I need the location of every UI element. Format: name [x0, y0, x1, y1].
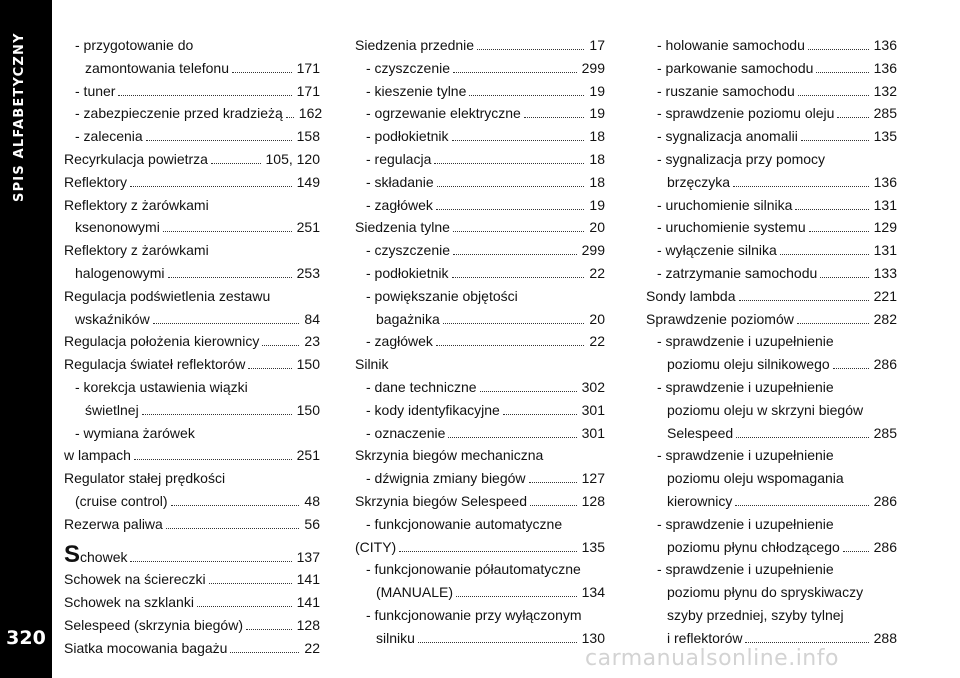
dot-leader [453, 254, 577, 255]
dot-leader [453, 72, 577, 73]
page-ref: 136 [873, 173, 897, 190]
entry-text: Siedzenia tylne [355, 219, 450, 236]
entry-text: Reflektory [64, 173, 128, 190]
dot-leader [437, 186, 585, 187]
entry-text: w lampach [64, 447, 131, 464]
page-ref: 286 [873, 492, 897, 509]
page-ref: 135 [873, 128, 897, 145]
index-entry [646, 34, 897, 57]
page-ref: 253 [296, 264, 320, 281]
page-ref: 84 [304, 310, 320, 327]
entry-text: - wymiana żarówek [75, 424, 195, 441]
page-ref: 22 [589, 264, 605, 281]
page-ref: 135 [581, 538, 605, 555]
dot-leader [503, 414, 577, 415]
entry-text: - uruchomienie silnika [657, 196, 793, 213]
page-ref: 150 [296, 356, 320, 373]
dot-leader [418, 642, 577, 643]
index-entry [64, 353, 320, 376]
entry-text: Siatka mocowania bagażu [64, 639, 228, 656]
index-entry [355, 194, 605, 217]
entry-text: poziomu oleju silnikowego [667, 356, 830, 373]
page-ref: 129 [873, 219, 897, 236]
index-entry [355, 216, 605, 239]
entry-text: - ogrzewanie elektryczne [366, 105, 521, 122]
page-ref: 150 [296, 401, 320, 418]
dot-leader [171, 505, 300, 506]
index-entry [355, 604, 605, 650]
dot-leader [795, 209, 868, 210]
page-ref: 158 [296, 128, 320, 145]
dot-leader [469, 95, 584, 96]
page-number: 320 [6, 627, 46, 649]
entry-text: Sondy lambda [646, 287, 736, 304]
index-entry [355, 57, 605, 80]
entry-text: (cruise control) [75, 492, 168, 509]
index-entry [646, 125, 897, 148]
dot-leader [163, 231, 292, 232]
index-entry [64, 102, 323, 125]
entry-text: - funkcjonowanie przy wyłączonym [366, 606, 582, 623]
section-letter: S [64, 540, 81, 568]
page-ref: 105, 120 [265, 150, 320, 167]
page-ref: 149 [296, 173, 320, 190]
entry-text: - ruszanie samochodu [657, 82, 795, 99]
entry-text: - holowanie samochodu [657, 37, 805, 53]
index-entry [64, 194, 320, 240]
page-ref: 285 [873, 424, 897, 441]
page-ref: 162 [298, 105, 323, 122]
dot-leader [833, 368, 869, 369]
entry-text: - korekcja ustawienia wiązki [75, 378, 248, 395]
dot-leader [262, 345, 299, 346]
index-entry [64, 513, 320, 536]
index-entry [64, 591, 320, 614]
index-entry [64, 125, 320, 148]
dot-leader [146, 140, 292, 141]
entry-text: Skrzynia biegów Selespeed [355, 492, 527, 509]
dot-leader [820, 277, 868, 278]
entry-text: - tuner [75, 82, 116, 99]
page-ref: 134 [581, 584, 605, 601]
index-entry [64, 376, 320, 422]
dot-leader [399, 551, 576, 552]
entry-text: - dane techniczne [366, 378, 477, 395]
index-entry [64, 80, 320, 103]
index-entry [64, 171, 320, 194]
index-entry [355, 376, 605, 399]
index-column-1 [64, 34, 323, 660]
index-entry [355, 444, 605, 467]
index-entry [646, 194, 897, 217]
index-entry [355, 399, 605, 422]
index-entry [646, 80, 897, 103]
page-ref: 20 [589, 310, 605, 327]
index-entry [355, 467, 605, 490]
index-entry [355, 102, 605, 125]
entry-text: Schowek na szklanki [64, 594, 194, 611]
index-entry [355, 148, 605, 171]
page-ref: 131 [873, 196, 897, 213]
dot-leader [797, 323, 869, 324]
index-entry [355, 285, 605, 331]
entry-text: - podłokietnik [366, 264, 449, 281]
page-ref: 17 [589, 37, 605, 53]
dot-leader [780, 254, 869, 255]
index-entry [64, 148, 320, 171]
dot-leader [130, 186, 292, 187]
index-entry [64, 239, 320, 285]
page-ref: 282 [873, 310, 897, 327]
entry-text: (CITY) [355, 538, 397, 555]
page-ref: 18 [589, 173, 605, 190]
index-entry [355, 262, 605, 285]
entry-text: - składanie [366, 173, 434, 190]
dot-leader [745, 642, 868, 643]
entry-text: Reflektory z żarówkami [64, 196, 209, 213]
dot-leader [837, 117, 868, 118]
dot-leader [808, 49, 869, 50]
page-ref: 286 [873, 356, 897, 373]
page-ref: 56 [304, 515, 320, 532]
page-ref: 19 [589, 82, 605, 99]
page-ref: 23 [304, 333, 320, 350]
index-entry [646, 148, 897, 194]
index-entry [64, 614, 320, 637]
dot-leader [452, 277, 585, 278]
page-ref: 299 [581, 59, 605, 76]
dot-leader [843, 551, 869, 552]
entry-text: poziomu oleju w skrzyni biegów [667, 401, 864, 418]
page-ref: 137 [296, 548, 320, 565]
entry-text: halogenowymi [75, 264, 165, 281]
entry-text: Regulator stałej prędkości [64, 470, 226, 487]
entry-text: zamontowania telefonu [85, 59, 229, 76]
page-ref: 22 [589, 333, 605, 350]
dot-leader [452, 140, 585, 141]
dot-leader [529, 482, 577, 483]
entry-text: Schowek na ściereczki [64, 571, 206, 588]
entry-text: bagażnika [376, 310, 440, 327]
index-entry [646, 308, 897, 331]
entry-text: - zalecenia [75, 128, 143, 145]
page-ref: 136 [873, 37, 897, 53]
dot-leader [246, 629, 292, 630]
page-ref: 19 [589, 196, 605, 213]
entry-text: - sprawdzenie poziomu oleju [657, 105, 835, 122]
index-entry [355, 422, 605, 445]
entry-text: Silnik [355, 356, 389, 373]
dot-leader [142, 414, 292, 415]
page-ref: 48 [304, 492, 320, 509]
index-entry [355, 513, 605, 559]
dot-leader [248, 368, 291, 369]
page-ref: 251 [296, 447, 320, 464]
dot-leader [118, 95, 291, 96]
entry-text: - uruchomienie systemu [657, 219, 806, 236]
dot-leader [736, 437, 868, 438]
page-ref: 141 [296, 571, 320, 588]
index-entry [355, 80, 605, 103]
index-entry [646, 444, 897, 512]
page-ref: 128 [296, 616, 320, 633]
dot-leader [477, 49, 584, 50]
page-ref: 171 [296, 59, 320, 76]
page-ref: 251 [296, 219, 320, 236]
dot-leader [735, 505, 868, 506]
index-entry [355, 125, 605, 148]
page-ref: 22 [304, 639, 320, 656]
entry-text: - czyszczenie [366, 59, 451, 76]
page-ref: 301 [581, 424, 605, 441]
index-entry [646, 57, 897, 80]
index-entry [64, 540, 320, 569]
page-ref: 132 [873, 82, 897, 99]
index-column-3 [646, 34, 897, 650]
index-entry [355, 558, 605, 604]
page-ref: 133 [873, 264, 897, 281]
page-ref: 18 [589, 128, 605, 145]
dot-leader [801, 140, 869, 141]
index-entry [646, 239, 897, 262]
dot-leader [480, 391, 577, 392]
dot-leader [232, 72, 292, 73]
entry-text: - funkcjonowanie automatyczne [366, 515, 563, 532]
dot-leader [166, 528, 300, 529]
dot-leader [153, 323, 300, 324]
page-ref: 285 [873, 105, 897, 122]
dot-leader [436, 345, 585, 346]
dot-leader [434, 163, 584, 164]
index-entry [355, 490, 605, 513]
page-ref: 131 [873, 242, 897, 259]
page-ref: 127 [581, 470, 605, 487]
dot-leader [524, 117, 585, 118]
dot-leader [530, 505, 577, 506]
entry-text: brzęczyka [667, 173, 731, 190]
entry-text: silniku [376, 629, 415, 646]
index-entry [646, 558, 897, 649]
section-title: SPIS ALFABETYCZNY [12, 32, 27, 202]
dot-leader [197, 606, 292, 607]
entry-text: - sprawdzenie i uzupełnienie [657, 447, 834, 464]
entry-text: Skrzynia biegów mechaniczna [355, 447, 544, 464]
entry-text: - sygnalizacja anomalii [657, 128, 798, 145]
dot-leader [130, 561, 291, 562]
dot-leader [209, 583, 292, 584]
entry-text: chowek [80, 548, 128, 565]
entry-text: - sprawdzenie i uzupełnienie [657, 515, 834, 532]
page-ref: 19 [589, 105, 605, 122]
dot-leader [809, 231, 869, 232]
dot-leader [816, 72, 868, 73]
entry-text: Siedzenia przednie [355, 37, 475, 53]
entry-text: Regulacja podświetlenia zestawu [64, 287, 271, 304]
entry-text: - sprawdzenie i uzupełnienie [657, 378, 834, 395]
page-ref: 20 [589, 219, 605, 236]
entry-text: poziomu płynu chłodzącego [667, 538, 840, 555]
index-entry [355, 330, 605, 353]
entry-text: Selespeed (skrzynia biegów) [64, 616, 243, 633]
entry-text: - sprawdzenie i uzupełnienie [657, 333, 834, 350]
index-entry [355, 34, 605, 57]
index-entry [646, 216, 897, 239]
index-entry [355, 353, 605, 376]
entry-text: Rezerwa paliwa [64, 515, 163, 532]
entry-text: Reflektory z żarówkami [64, 242, 209, 259]
index-entry [64, 568, 320, 591]
dot-leader [453, 231, 584, 232]
entry-text: Regulacja położenia kierownicy [64, 333, 260, 350]
page-ref: 128 [581, 492, 605, 509]
index-entry [355, 171, 605, 194]
entry-text: Regulacja świateł reflektorów [64, 356, 246, 373]
entry-text: - dźwignia zmiany biegów [366, 470, 526, 487]
entry-text: - podłokietnik [366, 128, 449, 145]
entry-text: - sygnalizacja przy pomocy [657, 150, 826, 167]
dot-leader [211, 163, 261, 164]
page-ref: 299 [581, 242, 605, 259]
index-entry [646, 513, 897, 559]
dot-leader [443, 323, 585, 324]
sidebar [0, 0, 52, 678]
dot-leader [798, 95, 869, 96]
entry-text: - sprawdzenie i uzupełnienie [657, 561, 834, 578]
entry-text: - regulacja [366, 150, 432, 167]
entry-text: poziomu płynu do spryskiwaczy [667, 584, 864, 601]
index-entry [64, 285, 320, 331]
watermark: carmanualsonline.info [585, 646, 839, 671]
index-entry [64, 467, 320, 513]
index-entry [64, 330, 320, 353]
index-entry [646, 376, 897, 444]
page-ref: 136 [873, 59, 897, 76]
index-entry [646, 262, 897, 285]
page-ref: 221 [873, 287, 897, 304]
entry-text: - oznaczenie [366, 424, 446, 441]
entry-text: wskaźników [75, 310, 150, 327]
index-entry [646, 330, 897, 376]
entry-text: - parkowanie samochodu [657, 59, 814, 76]
entry-text: - zatrzymanie samochodu [657, 264, 818, 281]
entry-text: Selespeed [667, 424, 734, 441]
dot-leader [168, 277, 292, 278]
dot-leader [456, 596, 577, 597]
entry-text: kierownicy [667, 492, 733, 509]
entry-text: - czyszczenie [366, 242, 451, 259]
entry-text: (MANUALE) [376, 584, 454, 601]
entry-text: i reflektorów [667, 629, 743, 646]
entry-text: poziomu oleju wspomagania [667, 470, 844, 487]
entry-text: - kody identyfikacyjne [366, 401, 500, 418]
dot-leader [230, 652, 299, 653]
page-ref: 171 [296, 82, 320, 99]
dot-leader [733, 186, 869, 187]
entry-text: - zagłówek [366, 196, 433, 213]
entry-text: Recyrkulacja powietrza [64, 150, 208, 167]
index-entry [64, 34, 320, 80]
entry-text: świetlnej [85, 401, 139, 418]
entry-text: - powiększanie objętości [366, 287, 518, 304]
index-entry [64, 637, 320, 660]
entry-text: - kieszenie tylne [366, 82, 467, 99]
entry-text: ksenonowymi [75, 219, 160, 236]
page-ref: 286 [873, 538, 897, 555]
index-column-2 [355, 34, 605, 650]
page-ref: 288 [873, 629, 897, 646]
dot-leader [134, 459, 292, 460]
dot-leader [436, 209, 585, 210]
page-ref: 130 [581, 629, 605, 646]
dot-leader [448, 437, 576, 438]
entry-text: - przygotowanie do [75, 37, 194, 53]
dot-leader [739, 300, 869, 301]
index-entry [646, 102, 897, 125]
entry-text: - wyłączenie silnika [657, 242, 777, 259]
entry-text: szyby przedniej, szyby tylnej [667, 606, 844, 623]
entry-text: - funkcjonowanie półautomatyczne [366, 561, 581, 578]
page-ref: 301 [581, 401, 605, 418]
entry-text: Sprawdzenie poziomów [646, 310, 794, 327]
page-ref: 302 [581, 378, 605, 395]
dot-leader [286, 117, 294, 118]
index-entry [355, 239, 605, 262]
index-entry [646, 285, 897, 308]
index-entry [64, 422, 320, 468]
page-ref: 141 [296, 594, 320, 611]
page-ref: 18 [589, 150, 605, 167]
entry-text: - zabezpieczenie przed kradzieżą [75, 105, 283, 122]
entry-text: - zagłówek [366, 333, 433, 350]
